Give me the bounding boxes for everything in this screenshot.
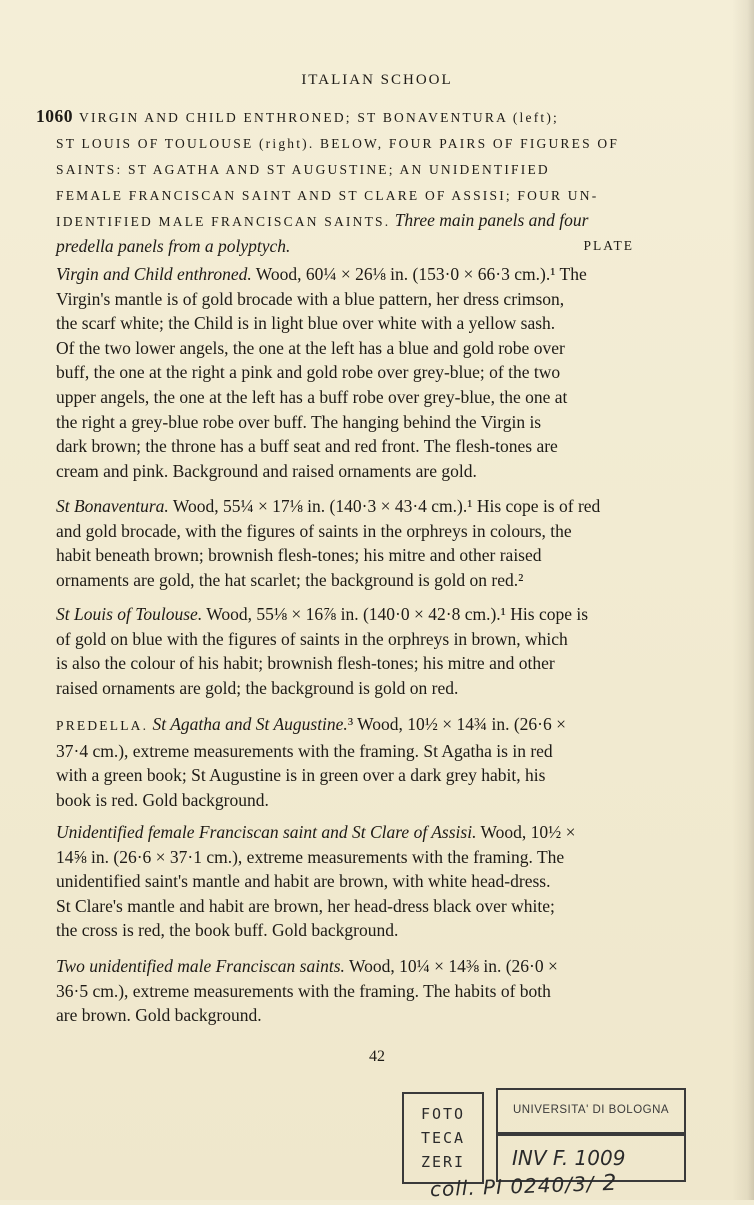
entry-heading-line-3: SAINTS: ST AGATHA AND ST AUGUSTINE; AN UNIDENTIFIED <box>56 162 550 177</box>
paragraph-female-franciscan: Unidentified female Franciscan saint and St Clare of Assisi. Wood, 10½ × 14⅝ in. (26·6 × 37·1 cm.), extreme measurements with the framing. The unidentified saint's mantle and habit are brown, with white head-dress. St Clare's mantle and habit are brown, her head-dress black over white; the cross is red, the book buff. Gold background. <box>56 822 576 941</box>
fototeca-stamp: FOTO TECA ZERI <box>402 1092 484 1184</box>
entry-heading-line-2: ST LOUIS OF TOULOUSE (right). BELOW, FOUR PAIRS OF FIGURES OF <box>56 136 620 151</box>
paragraph-st-louis: St Louis of Toulouse. Wood, 55⅛ × 16⅞ in. (140·0 × 42·8 cm.).¹ His cope is of gold on blue with the figures of saints in the orphreys in brown, which is also the colour of his habit; brownish flesh-tones; his mitre and other raised ornaments are gold; the background is gold on red. <box>56 604 589 698</box>
entry-heading-line-1: 1060 VIRGIN AND CHILD ENTHRONED; ST BONAVENTURA (left); <box>36 106 559 126</box>
plate-label: PLATE <box>583 238 634 253</box>
inventory-stamp: INV F. 1009 <box>496 1134 686 1182</box>
paragraph-st-bonaventura: St Bonaventura. Wood, 55¼ × 17⅛ in. (140·3 × 43·4 cm.).¹ His cope is of red and gold brocade, with the figures of saints in the orphreys in colours, the habit beneath brown; brownish flesh-tones; his mitre and other raised ornaments are gold, the hat scarlet; the background is gold on red.² <box>56 496 601 590</box>
paragraph-predella: PREDELLA. St Agatha and St Augustine.³ Wood, 10½ × 14¾ in. (26·6 × 37·4 cm.), extreme measurements with the framing. St Agatha is in red with a green book; St Augustine is in green over a dark grey habit, his book is red. Gold background. <box>56 714 566 810</box>
entry-number: 1060 <box>36 106 73 126</box>
page-number: 42 <box>369 1048 385 1065</box>
page-edge <box>732 0 754 1200</box>
entry-heading <box>36 104 686 258</box>
paragraph-virgin-and-child: Virgin and Child enthroned. Wood, 60¼ × 26⅛ in. (153·0 × 66·3 cm.).¹ The Virgin's mantle is of gold brocade with a blue pattern, her dress crimson, the scarf white; the Child is in light blue over white with a yellow sash. Of the two lower angels, the one at the left has a blue and gold robe over buff, the one at the right a pink and gold robe over grey-blue; of the two upper angels, the one at the left has a buff robe over grey-blue, the one at the right a grey-blue robe over buff. The hanging behind the Virgin is dark brown; the throne has a buff seat and red front. The flesh-tones are cream and pink. Background and raised ornaments are gold. <box>56 264 587 481</box>
entry-heading-line-4: FEMALE FRANCISCAN SAINT AND ST CLARE OF ASSISI; FOUR UN- <box>56 188 599 203</box>
paragraph-male-franciscans: Two unidentified male Franciscan saints. Wood, 10¼ × 14⅜ in. (26·0 × 36·5 cm.), extreme measurements with the framing. The habits of both are brown. Gold background. <box>56 956 558 1026</box>
entry-heading-line-5: IDENTIFIED MALE FRANCISCAN SAINTS. Three main panels and four <box>56 210 589 230</box>
catalogue-entry <box>36 104 686 258</box>
institution-stamp: UNIVERSITA' DI BOLOGNA <box>496 1088 686 1134</box>
entry-heading-line-6: predella panels from a polyptych. PLATE <box>56 236 634 256</box>
running-head: ITALIAN SCHOOL <box>301 72 453 88</box>
collocation-note: coll. PI 0240/3/ 2 <box>429 1170 618 1202</box>
